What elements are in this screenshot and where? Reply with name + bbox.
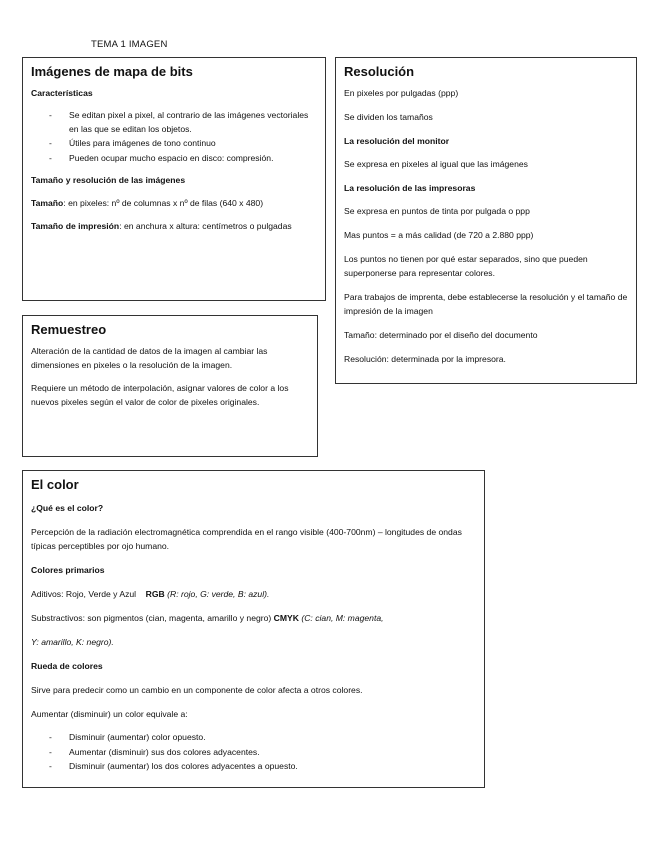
resampling-title: Remuestreo: [31, 322, 107, 337]
color-question: ¿Qué es el color?: [31, 503, 104, 513]
list-item: - Se editan pixel a pixel, al contrario de las imágenes vectoriales en las que se editan los objetos.: [31, 109, 317, 136]
color-section: [22, 470, 485, 788]
size-paragraph: [31, 196, 317, 210]
bitmap-title: Imágenes de mapa de bits: [31, 64, 193, 79]
size-resolution-label: Tamaño y resolución de las imágenes: [31, 175, 186, 185]
print-size-text: : en anchura x altura: centímetros o pulgadas: [119, 221, 292, 231]
cmyk-desc-1: (C: cian, M: magenta,: [301, 613, 384, 623]
color-title: El color: [31, 477, 79, 492]
features-label: Características: [31, 88, 93, 98]
primaries-label: Colores primarios: [31, 565, 105, 575]
cmyk-desc-line: [31, 635, 476, 649]
resampling-paragraph-2: Requiere un método de interpolación, asignar valores de color a los nuevos pixeles según el valor de color de pixeles originales.: [31, 383, 289, 407]
size-text: : en pixeles: nº de columnas x nº de filas (640 x 480): [63, 198, 264, 208]
resolution-line-sizes: Se dividen los tamaños: [344, 112, 433, 122]
resolution-determined-text: Resolución: determinada por la impresora.: [344, 354, 506, 364]
points-text: Los puntos no tienen por qué estar separados, sino que pueden superponerse para representar colores.: [344, 254, 588, 278]
bitmap-section: [22, 57, 326, 301]
resampling-paragraph-1: Alteración de la cantidad de datos de la imagen al cambiar las dimensiones en pixeles o la resolución de la imagen.: [31, 346, 268, 370]
additive-line: [31, 587, 476, 601]
printer-resolution-label: La resolución de las impresoras: [344, 183, 476, 193]
resolution-section: [335, 57, 637, 384]
list-item: - Disminuir (aumentar) los dos colores adyacentes a opuesto.: [31, 760, 476, 774]
subtractive-line: [31, 611, 476, 625]
cmyk-label: CMYK: [273, 613, 299, 623]
list-item: - Disminuir (aumentar) color opuesto.: [31, 731, 476, 745]
print-size-paragraph: [31, 219, 317, 233]
monitor-resolution-text: Se expresa en pixeles al igual que las imágenes: [344, 159, 528, 169]
color-wheel-label: Rueda de colores: [31, 661, 103, 671]
subtractive-text: Substractivos: son pigmentos (cian, magenta, amarillo y negro): [31, 613, 272, 623]
list-item: - Útiles para imágenes de tono continuo: [31, 137, 317, 151]
list-item: - Pueden ocupar mucho espacio en disco: compresión.: [31, 152, 317, 166]
additive-text: Aditivos: Rojo, Verde y Azul: [31, 589, 137, 599]
color-wheel-text: Sirve para predecir como un cambio en un componente de color afecta a otros colores.: [31, 685, 363, 695]
rgb-label: RGB: [145, 589, 165, 599]
increase-text: Aumentar (disminuir) un color equivale a:: [31, 709, 188, 719]
size-label: Tamaño: [31, 198, 64, 208]
print-jobs-text: Para trabajos de imprenta, debe establecerse la resolución y el tamaño de impresión de la imagen: [344, 292, 628, 316]
rgb-desc: (R: rojo, G: verde, B: azul).: [167, 589, 270, 599]
color-rules-list: [31, 731, 476, 774]
features-list: [31, 109, 317, 165]
resolution-title: Resolución: [344, 64, 415, 79]
color-definition: Percepción de la radiación electromagnética comprendida en el rango visible (400-700nm) – longitudes de ondas típicas perceptibles por ojo humano.: [31, 527, 462, 551]
printer-resolution-text: Se expresa en puntos de tinta por pulgada o ppp: [344, 206, 530, 216]
print-size-label: Tamaño de impresión: [31, 221, 120, 231]
monitor-resolution-label: La resolución del monitor: [344, 136, 450, 146]
more-points-text: Mas puntos = a más calidad (de 720 a 2.880 ppp): [344, 230, 534, 240]
page-title: TEMA 1 IMAGEN: [91, 39, 168, 50]
size-determined-text: Tamaño: determinado por el diseño del documento: [344, 330, 538, 340]
resolution-line-ppp: En pixeles por pulgadas (ppp): [344, 88, 459, 98]
list-item: - Aumentar (disminuir) sus dos colores adyacentes.: [31, 746, 476, 760]
resampling-section: [22, 315, 318, 457]
cmyk-desc-2: Y: amarillo, K: negro).: [31, 637, 114, 647]
